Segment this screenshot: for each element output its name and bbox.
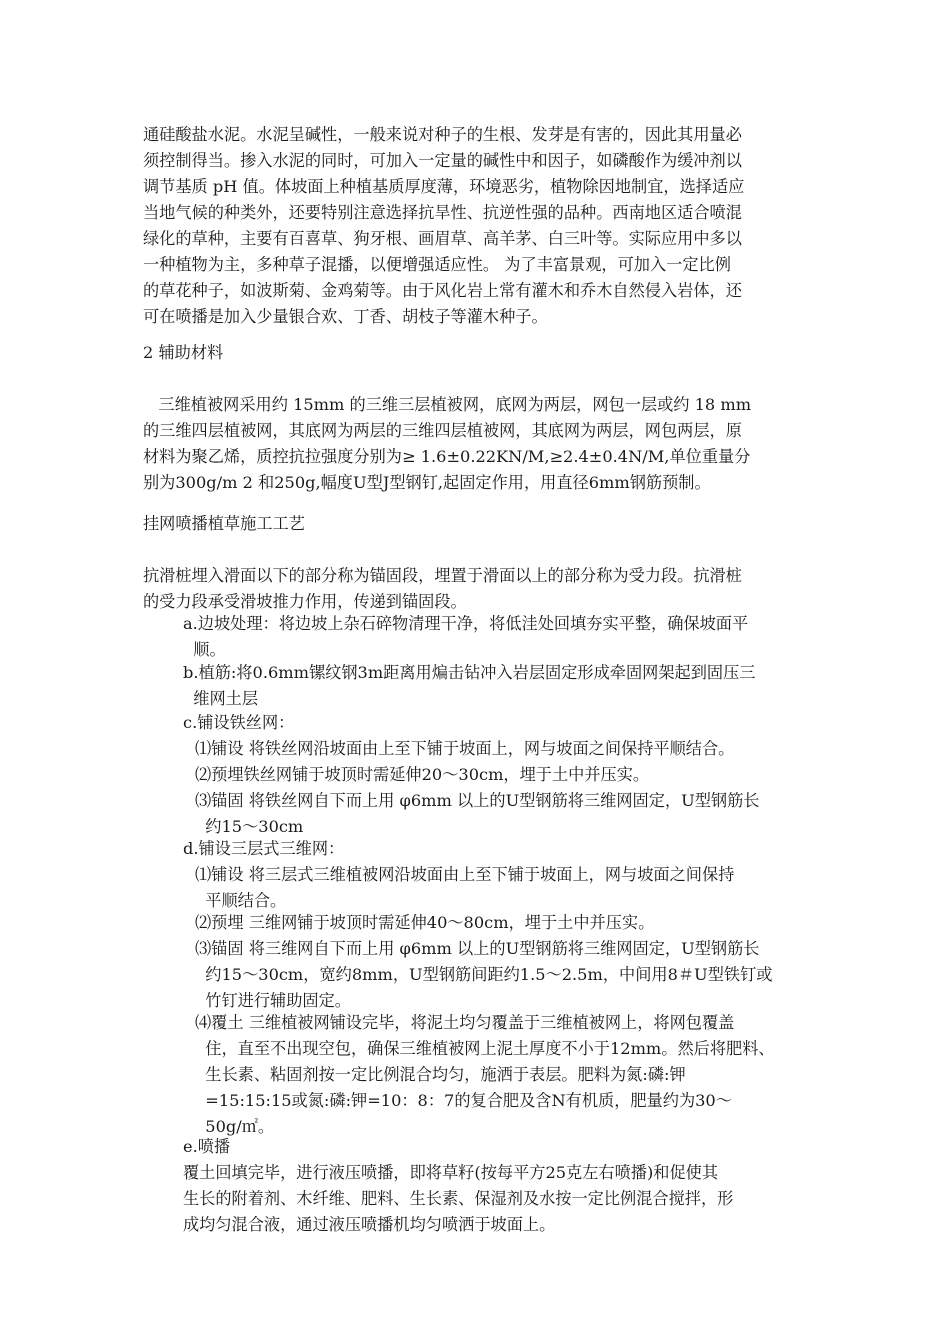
text-line: ⑴铺设 将铁丝网沿坡面由上至下铺于坡面上，网与坡面之间保持平顺结合。 [195,739,735,758]
list-item-d-title [183,836,344,862]
text-line: 平顺结合。 [195,891,287,910]
text-line: 三维植被网采用约 15mm 的三维三层植被网，底网为两层，网包一层或约 18 mm [143,395,752,414]
list-item-d-sub-1 [195,862,734,914]
section-heading-auxiliary-materials [143,340,223,366]
text-line: 50g/㎡。 [195,1117,275,1136]
text-line: 须控制得当。掺入水泥的同时，可加入一定量的碱性中和因子，如磷酸作为缓冲剂以 [143,151,742,170]
list-item-d-sub-3 [195,936,772,1014]
list-item-d-sub-4 [195,1010,775,1140]
text-line: 调节基质 pH 值。体坡面上种植基质厚度薄，环境恶劣，植物除因地制宜，选择适应 [143,177,745,196]
list-item-b-anchoring [183,660,756,712]
paragraph-seed-selection [143,122,744,330]
text-line: ⑶锚固 将三维网自下而上用 φ6mm 以上的U型钢筋将三维网固定，U型钢筋长 [195,939,760,958]
text-line: 抗滑桩埋入滑面以下的部分称为锚固段，埋置于滑面以上的部分称为受力段。抗滑桩 [143,566,742,585]
text-line: 绿化的草种，主要有百喜草、狗牙根、画眉草、高羊茅、白三叶等。实际应用中多以 [143,229,742,248]
item-title: d.铺设三层式三维网： [183,839,345,858]
text-line: 约15～30cm [195,817,304,836]
text-line: 的草花种子，如波斯菊、金鸡菊等。由于风化岩上常有灌木和乔木自然侵入岩体，还 [143,281,742,300]
text-line: 约15～30cm，宽约8mm，U型钢筋间距约1.5～2.5m，中间用8＃U型铁钉或 [195,965,773,984]
text-line: 的受力段承受滑坡推力作用，传递到锚固段。 [143,592,467,611]
text-line: 别为300g/m 2 和250g,幅度U型J型钢钉,起固定作用，用直径6mm钢筋预制。 [143,473,711,492]
item-title: e.喷播 [183,1137,231,1156]
text-line: 竹钉进行辅助固定。 [195,991,351,1010]
text-line: 成均匀混合液，通过液压喷播机均匀喷洒于坡面上。 [183,1215,556,1234]
text-line: ⑶锚固 将铁丝网自下而上用 φ6mm 以上的U型钢筋将三维网固定，U型钢筋长 [195,791,760,810]
list-item-c-sub-3 [195,788,760,840]
text-line: ⑵预埋铁丝网铺于坡顶时需延伸20～30cm，埋于土中并压实。 [195,765,650,784]
text-line: b.植筋:将0.6mm镙纹钢3m距离用煸击钻冲入岩层固定形成牵固网架起到固压三 [183,663,756,682]
text-line: a.边坡处理：将边坡上杂石碎物清理干净，将低洼处回填夯实平整，确保坡面平 [183,614,749,633]
text-line: 当地气候的种类外，还要特别注意选择抗旱性、抗逆性强的品种。西南地区适合喷混 [143,203,742,222]
text-line: ⑷覆土 三维植被网铺设完毕，将泥土均匀覆盖于三维植被网上，将网包覆盖 [195,1013,735,1032]
list-item-e-title [183,1134,230,1160]
heading-text: 挂网喷播植草施工工艺 [143,514,305,533]
section-heading-construction-process [143,511,305,537]
text-line: 的三维四层植被网，其底网为两层的三维四层植被网，其底网为两层，网包两层，原 [143,421,742,440]
list-item-e-body [183,1160,733,1238]
paragraph-anti-slide-pile [143,563,742,615]
list-item-c-sub-1 [195,736,734,762]
list-item-a-slope-treatment [183,611,748,663]
list-item-c-title [183,710,294,736]
text-line: 一种植物为主，多种草子混播，以便增强适应性。 为了丰富景观，可加入一定比例 [143,255,731,274]
text-line: 生长的附着剂、木纤维、肥料、生长素、保湿剂及水按一定比例混合搅拌，形 [183,1189,734,1208]
text-line: ⑴铺设 将三层式三维植被网沿坡面由上至下铺于坡面上，网与坡面之间保持 [195,865,735,884]
list-item-c-sub-2 [195,762,649,788]
list-item-d-sub-2 [195,910,654,936]
text-line: 可在喷播是加入少量银合欢、丁香、胡枝子等灌木种子。 [143,307,548,326]
text-line: 覆土回填完毕，进行液压喷播，即将草籽(按每平方25克左右喷播)和促使其 [183,1163,719,1182]
item-title: c.铺设铁丝网： [183,713,295,732]
text-line: =15:15:15或氮:磷:钾=10：8：7的复合肥及含N有机质，肥量约为30～ [195,1091,732,1110]
text-line: 顺。 [183,640,226,659]
text-line: 材料为聚乙烯，质控抗拉强度分别为≥ 1.6±0.22KN/M,≥2.4±0.4N/M,单位重量分 [143,447,751,466]
text-line: 生长素、粘固剂按一定比例混合均匀，施洒于表层。肥料为氮:磷:钾 [195,1065,686,1084]
text-line: 住，直至不出现空包，确保三维植被网上泥土厚度不小于12mm。然后将肥料、 [195,1039,775,1058]
text-line: 维网土层 [183,689,259,708]
paragraph-materials [143,392,751,496]
text-line: 通硅酸盐水泥。水泥呈碱性，一般来说对种子的生根、发芽是有害的，因此其用量必 [143,125,742,144]
heading-text: 2 辅助材料 [143,343,224,362]
text-line: ⑵预埋 三维网铺于坡顶时需延伸40～80cm，埋于土中并压实。 [195,913,655,932]
